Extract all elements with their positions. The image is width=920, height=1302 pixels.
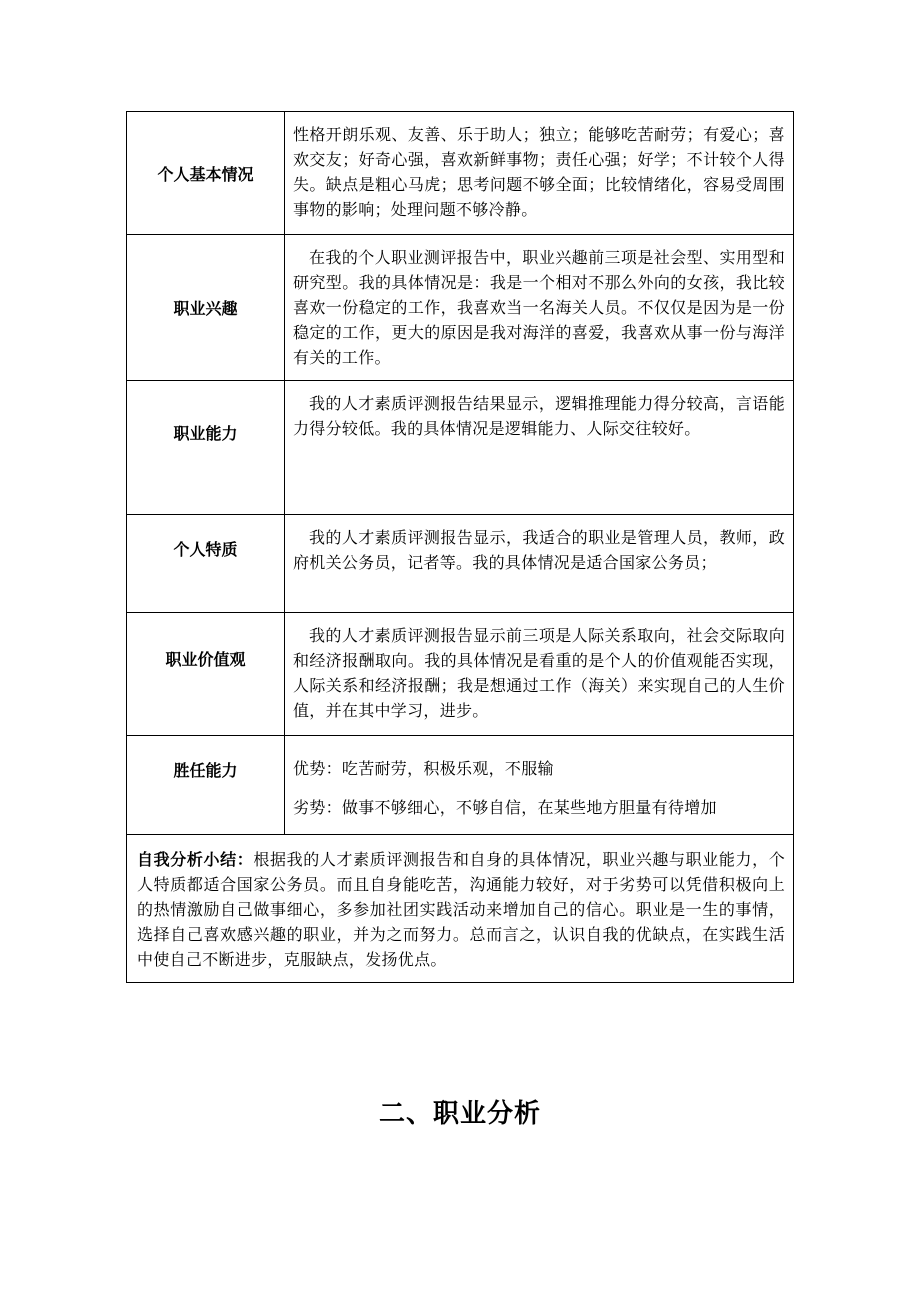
weakness-text: 劣势：做事不够细心，不够自信，在某些地方胆量有待增加	[293, 798, 717, 817]
table-row	[127, 381, 794, 515]
row-content-career-values: 我的人才素质评测报告显示前三项是人际关系取向，社会交际取向和经济报酬取向。我的具体情况是看重的是个人的价值观能否实现，人际关系和经济报酬；我是想通过工作（海关）来实现自己的人生价值，并在其中学习，进步。	[285, 613, 794, 736]
row-content-career-ability: 我的人才素质评测报告结果显示，逻辑推理能力得分较高，言语能力得分较低。我的具体情况是逻辑能力、人际交往较好。	[285, 381, 794, 515]
strength-text: 优势：吃苦耐劳，积极乐观，不服输	[293, 759, 554, 778]
row-content-basic-info: 性格开朗乐观、友善、乐于助人；独立；能够吃苦耐劳；有爱心；喜欢交友；好奇心强，喜欢新鲜事物；责任心强；好学；不计较个人得失。缺点是粗心马虎；思考问题不够全面；比较情绪化，容易受周围事物的影响；处理问题不够冷静。	[285, 112, 794, 235]
table-row	[127, 736, 794, 835]
table-row	[127, 235, 794, 381]
row-label-competency: 胜任能力	[127, 736, 285, 835]
self-analysis-table	[126, 111, 794, 983]
section-heading: 二、职业分析	[378, 1099, 541, 1129]
table-row	[127, 112, 794, 235]
row-content-personal-traits: 我的人才素质评测报告显示，我适合的职业是管理人员，教师，政府机关公务员，记者等。我的具体情况是适合国家公务员；	[285, 515, 794, 613]
summary-text: 根据我的人才素质评测报告和自身的具体情况，职业兴趣与职业能力，个人特质都适合国家公务员。而且自身能吃苦，沟通能力较好，对于劣势可以凭借积极向上的热情激励自己做事细心，多参加社团实践活动来增加自己的信心。职业是一生的事情，选择自己喜欢感兴趣的职业，并为之而努力。总而言之，认识自我的优缺点，在实践生活中使自己不断进步，克服缺点，发扬优点。	[137, 850, 785, 969]
table-row	[127, 835, 794, 983]
row-label-career-ability: 职业能力	[127, 381, 285, 515]
row-label-career-values: 职业价值观	[127, 613, 285, 736]
table-row	[127, 515, 794, 613]
row-label-career-interest: 职业兴趣	[127, 235, 285, 381]
self-analysis-summary	[127, 835, 794, 983]
row-content-career-interest: 在我的个人职业测评报告中，职业兴趣前三项是社会型、实用型和研究型。我的具体情况是：我是一个相对不那么外向的女孩，我比较喜欢一份稳定的工作，我喜欢当一名海关人员。不仅仅是因为是一份稳定的工作，更大的原因是我对海洋的喜爱，我喜欢从事一份与海洋有关的工作。	[285, 235, 794, 381]
row-label-personal-traits: 个人特质	[127, 515, 285, 613]
table-row	[127, 613, 794, 736]
row-content-competency	[285, 736, 794, 835]
row-label-basic-info: 个人基本情况	[127, 112, 285, 235]
summary-lead: 自我分析小结：	[137, 850, 254, 869]
